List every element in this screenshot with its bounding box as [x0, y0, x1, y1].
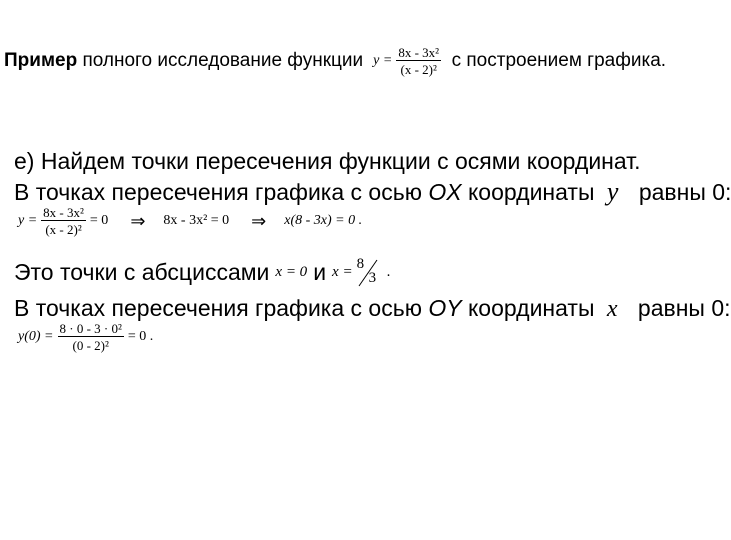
- line-oy-before: В точках пересечения графика с осью: [14, 295, 422, 321]
- line-abs-text: Это точки с абсциссами: [14, 258, 270, 285]
- title-bold-word: Пример: [4, 50, 78, 71]
- fraction-slash: [355, 256, 381, 288]
- root-2-fraction: [355, 256, 381, 288]
- equation-1: [18, 206, 366, 236]
- title-formula-fraction: [396, 46, 441, 76]
- root-2-numerator: 8: [356, 256, 365, 272]
- eq2-rhs: = 0 .: [127, 329, 154, 344]
- root-2-end: .: [386, 263, 391, 280]
- line-abscissas: [14, 256, 396, 288]
- var-y: y: [606, 177, 619, 206]
- line-ox-before: В точках пересечения графика с осью: [14, 179, 422, 205]
- eq2-denominator: (0 - 2)²: [72, 338, 109, 353]
- implies-arrow-icon: ⇒: [251, 210, 267, 231]
- title-formula-denominator: (x - 2)²: [400, 62, 437, 77]
- line-oy-middle: координаты: [467, 295, 595, 321]
- line-ox-after: равны 0:: [638, 179, 731, 205]
- title-text-before: полного исследование функции: [82, 50, 364, 71]
- eq1-step3: x(8 - 3x) = 0 .: [284, 213, 363, 228]
- eq1-fraction: [41, 206, 86, 236]
- axis-oy: OY: [428, 295, 462, 321]
- conjunction: и: [313, 258, 327, 285]
- title-text-after: с построением графика.: [451, 50, 667, 71]
- root-1: x = 0: [275, 263, 308, 280]
- title-formula-numerator: 8x - 3x²: [398, 45, 440, 60]
- eq1-step2: 8x - 3x² = 0: [163, 213, 230, 228]
- line-oy-after: равны 0:: [637, 295, 731, 321]
- equation-2: [18, 322, 157, 352]
- var-x: x: [606, 296, 618, 322]
- root-2-lhs: x =: [332, 263, 353, 280]
- eq2-lhs: y(0) =: [18, 329, 54, 344]
- line-oy: [14, 295, 731, 323]
- eq2-fraction: [58, 322, 124, 352]
- eq1-lhs: y =: [18, 213, 38, 228]
- line-e: е) Найдем точки пересечения функции с осями координат.: [14, 148, 641, 174]
- eq1-rhs: = 0: [89, 213, 109, 228]
- line-ox-middle: координаты: [467, 179, 595, 205]
- implies-arrow-icon: ⇒: [130, 210, 146, 231]
- axis-ox: OX: [428, 179, 462, 205]
- line-ox: [14, 177, 731, 207]
- title-formula-lhs: y =: [373, 53, 393, 68]
- eq2-numerator: 8 · 0 - 3 · 0²: [59, 321, 122, 336]
- eq1-denominator: (x - 2)²: [45, 222, 82, 237]
- root-2-denominator: 3: [368, 270, 377, 286]
- eq1-numerator: 8x - 3x²: [43, 205, 84, 220]
- page-title: [4, 46, 666, 76]
